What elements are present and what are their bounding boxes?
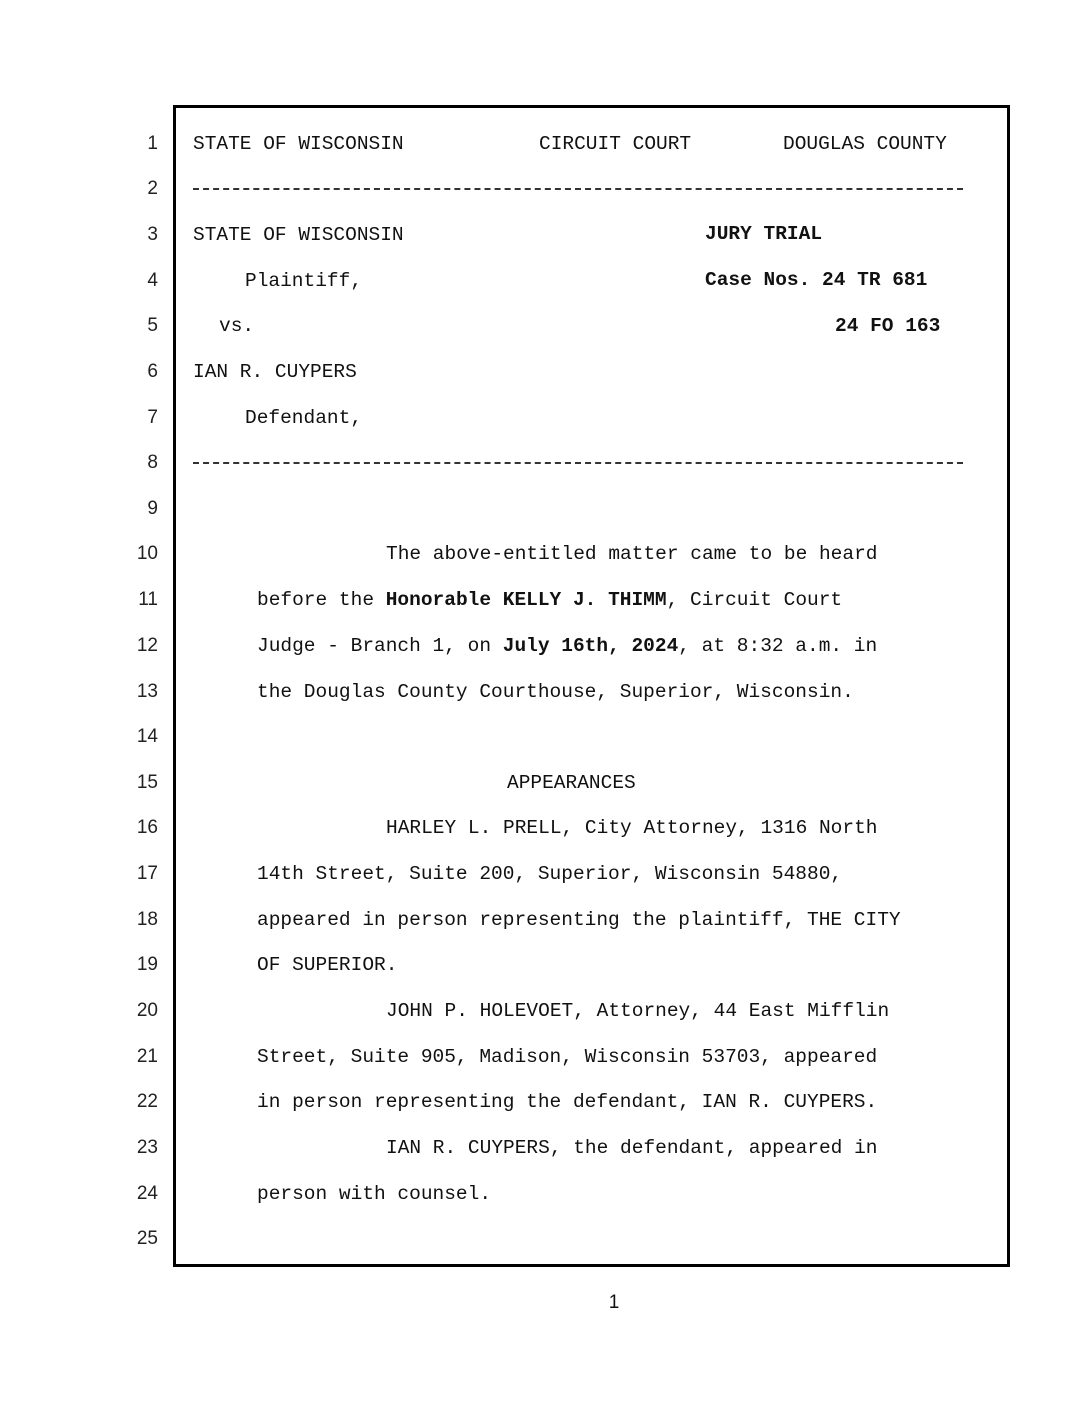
line-number: 14: [136, 726, 158, 747]
line-number: 5: [147, 315, 158, 336]
line-number: 25: [136, 1228, 158, 1249]
case-numbers: Case Nos. 24 TR 681: [705, 269, 928, 291]
caption-state: STATE OF WISCONSIN: [193, 133, 404, 155]
line-number: 19: [136, 954, 158, 975]
line-number: 21: [136, 1046, 158, 1067]
line-number: 13: [136, 681, 158, 702]
hearing-date: July 16th, 2024: [502, 635, 679, 657]
line-number: 22: [136, 1091, 158, 1112]
appearance-line-17: 14th Street, Suite 200, Superior, Wisconsin 54880,: [257, 863, 843, 885]
line-number: 15: [136, 772, 158, 793]
line-number: 8: [147, 452, 158, 473]
defendant-role: Defendant,: [245, 407, 363, 429]
versus: vs.: [219, 315, 255, 337]
appearance-line-24: person with counsel.: [257, 1183, 492, 1205]
line-number: 2: [147, 178, 158, 199]
line-number: 12: [136, 635, 158, 656]
caption-county: DOUGLAS COUNTY: [783, 133, 947, 155]
plaintiff-role: Plaintiff,: [245, 270, 363, 292]
proceeding-title: JURY TRIAL: [705, 223, 823, 245]
defendant-name: IAN R. CUYPERS: [193, 361, 357, 383]
line-number: 17: [136, 863, 158, 884]
body-line-13: the Douglas County Courthouse, Superior, Wisconsin.: [257, 681, 854, 703]
appearance-line-16: HARLEY L. PRELL, City Attorney, 1316 North: [386, 817, 878, 839]
appearance-line-21: Street, Suite 905, Madison, Wisconsin 53703, appeared: [257, 1046, 878, 1068]
line-number: 4: [147, 270, 158, 291]
caption-separator-top: [193, 188, 963, 190]
page-number: 1: [608, 1292, 620, 1313]
line-number: 11: [138, 589, 158, 610]
appearance-line-19: OF SUPERIOR.: [257, 954, 398, 976]
line-number: 1: [147, 133, 158, 154]
appearances-heading: APPEARANCES: [507, 772, 636, 794]
appearance-line-18: appeared in person representing the plaintiff, THE CITY: [257, 909, 901, 931]
caption-separator-bottom: [193, 462, 963, 464]
line-number: 6: [147, 361, 158, 382]
caption-court: CIRCUIT COURT: [539, 133, 692, 155]
body-line-10: The above-entitled matter came to be heard: [386, 543, 878, 565]
line-number: 9: [147, 498, 158, 519]
line-number: 23: [136, 1137, 158, 1158]
body-line-12: Judge - Branch 1, on July 16th, 2024, at 8:32 a.m. in: [257, 635, 878, 657]
plaintiff-name: STATE OF WISCONSIN: [193, 224, 404, 246]
line-number: 3: [147, 224, 158, 245]
line-number: 18: [136, 909, 158, 930]
body-line-11: before the Honorable KELLY J. THIMM, Circuit Court: [257, 589, 843, 611]
line-number: 10: [136, 543, 158, 564]
appearance-line-23: IAN R. CUYPERS, the defendant, appeared in: [386, 1137, 878, 1159]
appearance-line-20: JOHN P. HOLEVOET, Attorney, 44 East Mifflin: [386, 1000, 890, 1022]
line-number: 24: [136, 1183, 158, 1204]
line-number: 20: [136, 1000, 158, 1021]
judge-name: Honorable KELLY J. THIMM: [385, 589, 667, 611]
line-number: 7: [147, 407, 158, 428]
case-number-second: 24 FO 163: [835, 315, 941, 337]
appearance-line-22: in person representing the defendant, IAN R. CUYPERS.: [257, 1091, 878, 1113]
line-number: 16: [136, 817, 158, 838]
